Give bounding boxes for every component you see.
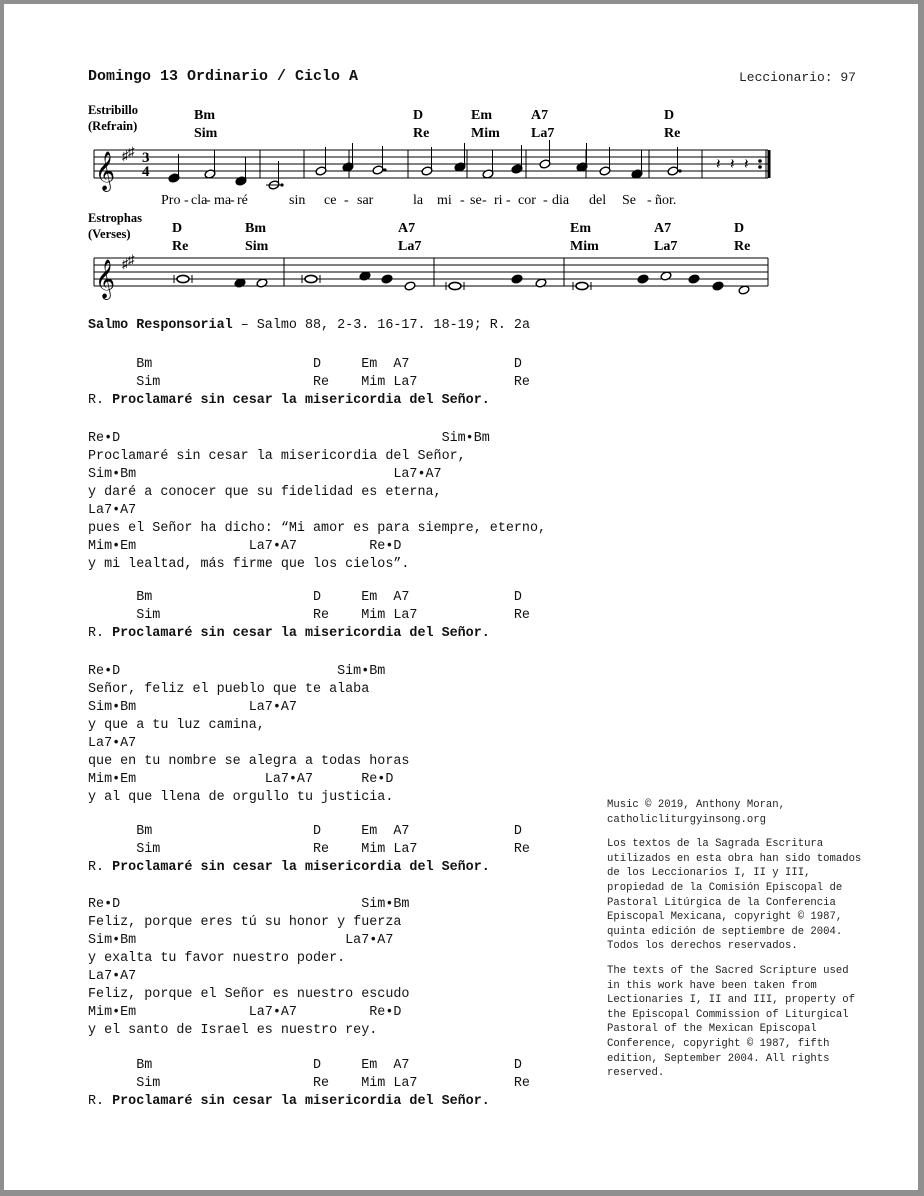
english-copyright: The texts of the Sacred Scripture used in this work have been taken from Lectionaries I, II and III, property of the Episcopal Commission of Liturgical Pastoral of the Mexican Episcopal Conference, copyright © 1987, fifth edition, September 2004. All rights reserved.: [607, 964, 855, 1080]
lyric-syllable: cor: [518, 193, 536, 208]
lyric-syllable: -: [647, 193, 652, 208]
refrain-chords-en: Bm D Em A7 D: [88, 590, 522, 605]
refrain-chord-es: Re: [413, 126, 430, 141]
lyric-syllable: -: [506, 193, 511, 208]
refrain-chord-es: Sim: [194, 126, 218, 141]
response-marker: R.: [88, 393, 113, 408]
refrain-chord-es: Mim: [471, 126, 500, 141]
verse-chord-es: Re: [172, 239, 189, 254]
verse-chord-es: Re: [734, 239, 751, 254]
lyric-syllable: Pro: [161, 193, 181, 208]
refrain-chords-es: Sim Re Mim La7 Re: [88, 375, 530, 390]
lyric-syllable: mi: [437, 193, 452, 208]
refrain-chords-es: Sim Re Mim La7 Re: [88, 1076, 530, 1091]
verse-chord-line: Mim•Em La7•A7 Re•D: [88, 1005, 402, 1020]
verses-label: Estrophas: [88, 211, 142, 225]
lyric-syllable: la: [413, 193, 424, 208]
psalm-reference: – Salmo 88, 2-3. 16-17. 18-19; R. 2a: [232, 318, 530, 333]
lyric-syllable: Se: [622, 193, 636, 208]
verse-chord-line: Sim•Bm La7•A7: [88, 700, 297, 715]
lyric-syllable: ré: [237, 193, 248, 208]
lyric-syllable: -: [230, 193, 235, 208]
refrain-chord-en: A7: [531, 108, 549, 123]
verse-text-line: Feliz, porque el Señor es nuestro escudo: [88, 987, 410, 1002]
refrain-notes: [168, 140, 769, 190]
refrain-chord-en: D: [664, 108, 675, 123]
spanish-copyright: Los textos de la Sagrada Escritura utilizados en esta obra han sido tomados de los Leccionarios I, II y III, propiedad de la Comisión Episcopal de Pastoral Litúrgica de la Conferencia Episcopal Mexicana, copyright © 1987, quinta edición de septiembre de 2004. Todos los derechos reservados.: [607, 838, 862, 953]
lyric-syllable: ce: [324, 193, 337, 208]
svg-text:𝄽: 𝄽: [730, 157, 735, 173]
lyric-syllable: ñor.: [655, 193, 677, 208]
lyric-syllable: -: [543, 193, 548, 208]
verse-chord-es: La7: [398, 239, 422, 254]
page-title: Domingo 13 Ordinario / Ciclo A: [88, 68, 359, 85]
lyric-syllable: -: [206, 193, 211, 208]
refrain-chords-es: Sim Re Mim La7 Re: [88, 608, 530, 623]
refrain-chord-en: Em: [471, 108, 492, 123]
verse-chord-en: A7: [398, 221, 416, 236]
verse-chord-line: Re•D Sim•Bm: [88, 664, 386, 679]
svg-text:3: 3: [142, 150, 150, 166]
lyric-syllable: sar: [357, 193, 374, 208]
refrain-lyrics: [161, 193, 676, 208]
verse-notes: [174, 271, 750, 295]
verses-label-en: (Verses): [88, 227, 131, 241]
sharp-icon: ♯: [128, 252, 135, 267]
refrain-label-en: (Refrain): [88, 119, 138, 133]
verse-chord-es: La7: [654, 239, 678, 254]
refrain-chords-en: Bm D Em A7 D: [88, 824, 522, 839]
verse-chord-en: A7: [654, 221, 672, 236]
song-sheet-page: [4, 4, 918, 1190]
response-marker: R.: [88, 860, 113, 875]
refrain-text: Proclamaré sin cesar la misericordia del Señor.: [112, 1094, 490, 1109]
verse-text-line: pues el Señor ha dicho: “Mi amor es para siempre, eterno,: [88, 521, 547, 536]
verse-text-line: y que a tu luz camina,: [88, 718, 265, 733]
verse-chord-line: La7•A7: [88, 503, 137, 518]
svg-text:𝄽: 𝄽: [716, 157, 721, 173]
svg-text:𝄽: 𝄽: [744, 157, 749, 173]
refrain-response: [88, 392, 490, 410]
refrain-response: [88, 1093, 490, 1111]
refrain-response: [88, 859, 490, 877]
verse-chord-en: D: [172, 221, 183, 236]
lyric-syllable: sin: [289, 193, 306, 208]
response-marker: R.: [88, 1094, 113, 1109]
sharp-icon: ♯: [122, 256, 129, 271]
refrain-response: [88, 625, 490, 643]
psalm-label: Salmo Responsorial: [88, 318, 233, 333]
lyric-syllable: cla: [191, 193, 208, 208]
verse-text-line: Feliz, porque eres tú su honor y fuerza: [88, 915, 402, 930]
verse-chord-en: Bm: [245, 221, 266, 236]
lyric-syllable: ma: [214, 193, 232, 208]
refrain-text: Proclamaré sin cesar la misericordia del Señor.: [112, 860, 490, 875]
lyric-syllable: del: [589, 193, 607, 208]
verse-text-line: y exalta tu favor nuestro poder.: [88, 951, 346, 966]
verse-text-line: y mi lealtad, más firme que los cielos”.: [88, 557, 410, 572]
verse-text-line: y el santo de Israel es nuestro rey.: [88, 1023, 378, 1038]
verse-chord-line: Re•D Sim•Bm: [88, 431, 490, 446]
lyric-syllable: -: [460, 193, 465, 208]
verse-text-line: y al que llena de orgullo tu justicia.: [88, 790, 394, 805]
refrain-chord-es: Re: [664, 126, 681, 141]
svg-text:4: 4: [142, 164, 150, 180]
lyric-syllable: dia: [552, 193, 570, 208]
refrain-chord-en: Bm: [194, 108, 215, 123]
refrain-chords-es: Sim Re Mim La7 Re: [88, 842, 530, 857]
refrain-text: Proclamaré sin cesar la misericordia del Señor.: [112, 626, 490, 641]
verse-chord-es: Sim: [245, 239, 269, 254]
verse-chord-line: La7•A7: [88, 969, 137, 984]
verse-chord-line: La7•A7: [88, 736, 137, 751]
lyric-syllable: ri: [494, 193, 503, 208]
refrain-clef-key-time: [95, 144, 150, 192]
verse-chord-line: Sim•Bm La7•A7: [88, 467, 442, 482]
refrain-chord-en: D: [413, 108, 424, 123]
sharp-icon: ♯: [122, 148, 129, 163]
psalm-heading: [88, 318, 530, 333]
lyric-syllable: -: [344, 193, 349, 208]
refrain-chord-es: La7: [531, 126, 555, 141]
sharp-icon: ♯: [128, 144, 135, 159]
lyric-syllable: se: [470, 193, 482, 208]
verse-text-line: que en tu nombre se alegra a todas horas: [88, 754, 410, 769]
verse-chord-line: Re•D Sim•Bm: [88, 897, 410, 912]
refrain-chords-en: Bm D Em A7 D: [88, 1058, 522, 1073]
treble-clef-icon: 𝄞: [95, 153, 116, 190]
verse-chord-en: D: [734, 221, 745, 236]
lyric-syllable: -: [184, 193, 189, 208]
music-credit: Music © 2019, Anthony Moran, catholicliturgyinsong.org: [607, 799, 786, 826]
verse-chord-es: Mim: [570, 239, 599, 254]
verse-chord-line: Mim•Em La7•A7 Re•D: [88, 539, 402, 554]
verse-chord-en: Em: [570, 221, 591, 236]
verse-text-line: y daré a conocer que su fidelidad es eterna,: [88, 485, 442, 500]
refrain-label: Estribillo: [88, 103, 139, 117]
response-marker: R.: [88, 626, 113, 641]
verse-chord-line: Sim•Bm La7•A7: [88, 933, 394, 948]
refrain-text: Proclamaré sin cesar la misericordia del Señor.: [112, 393, 490, 408]
verse-text-line: Proclamaré sin cesar la misericordia del Señor,: [88, 449, 466, 464]
lectionary-number: Leccionario: 97: [738, 70, 856, 85]
credits: [607, 798, 867, 1091]
treble-clef-icon: 𝄞: [95, 261, 116, 298]
refrain-chords-en: Bm D Em A7 D: [88, 357, 522, 372]
verse-chord-line: Mim•Em La7•A7 Re•D: [88, 772, 394, 787]
lyric-syllable: -: [482, 193, 487, 208]
verse-text-line: Señor, feliz el pueblo que te alaba: [88, 682, 370, 697]
music-score: [4, 4, 918, 304]
